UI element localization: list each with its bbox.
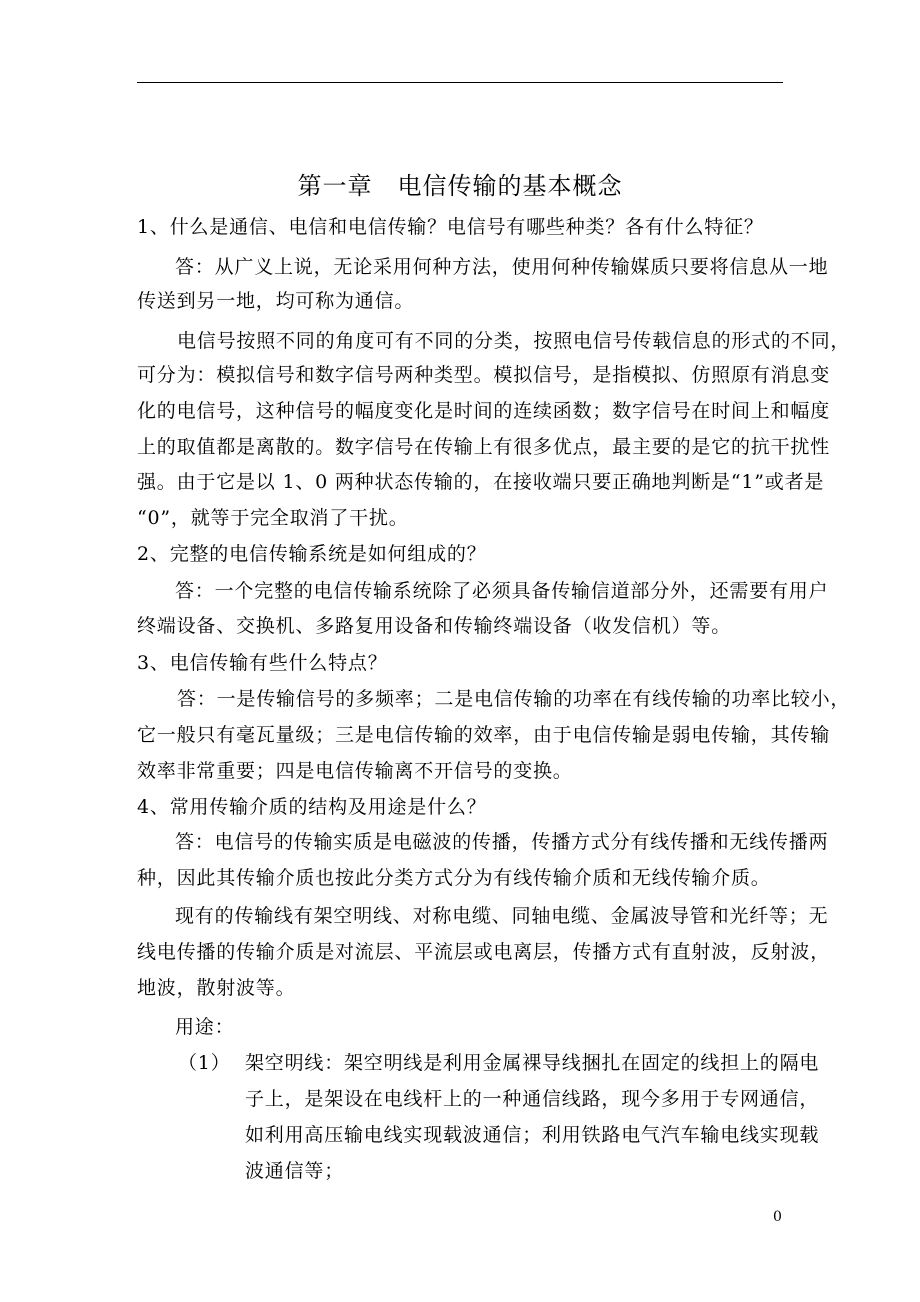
header-rule (137, 82, 783, 83)
list-item-text: 波通信等； (245, 1160, 345, 1182)
question-3: 3、电信传输有些什么特点？ (137, 652, 388, 674)
list-item-number: （1） (178, 1052, 231, 1074)
answer-line: 电信号按照不同的角度可有不同的分类，按照电信号传载信息的形式的不同， (177, 330, 851, 352)
chapter-title: 第一章 电信传输的基本概念 (297, 172, 623, 200)
list-item-text: 架空明线：架空明线是利用金属裸导线捆扎在固定的线担上的隔电 (245, 1052, 820, 1074)
answer-line: 强。由于它是以 1、0 两种状态传输的，在接收端只要正确地判断是“1”或者是 (137, 471, 825, 493)
answer-line: 线电传播的传输介质是对流层、平流层或电离层，传播方式有直射波，反射波， (137, 941, 831, 963)
answer-line: 答：电信号的传输实质是电磁波的传播，传播方式分有线传播和无线传播两 (175, 831, 829, 853)
answer-line: 终端设备、交换机、多路复用设备和传输终端设备（收发信机）等。 (137, 615, 732, 637)
answer-line: “0”，就等于完全取消了干扰。 (137, 507, 409, 529)
question-4: 4、常用传输介质的结构及用途是什么？ (137, 796, 487, 818)
answer-line: 现有的传输线有架空明线、对称电缆、同轴电缆、金属波导管和光纤等；无 (175, 905, 829, 927)
answer-line: 效率非常重要；四是电信传输离不开信号的变换。 (137, 760, 573, 782)
answer-line: 化的电信号，这种信号的幅度变化是时间的连续函数；数字信号在时间上和幅度 (137, 400, 831, 422)
answer-line: 答：一是传输信号的多频率；二是电信传输的功率在有线传输的功率比较小， (177, 688, 851, 710)
answer-line: 答：从广义上说，无论采用何种方法，使用何种传输媒质只要将信息从一地 (175, 256, 829, 278)
list-item-text: 子上，是架设在电线杆上的一种通信线路，现今多用于专网通信， (245, 1088, 820, 1110)
list-item-text: 如利用高压输电线实现载波通信；利用铁路电气汽车输电线实现载 (245, 1124, 820, 1146)
question-2: 2、完整的电信传输系统是如何组成的？ (137, 543, 487, 565)
answer-line: 可分为：模拟信号和数字信号两种类型。模拟信号，是指模拟、仿照原有消息变 (137, 364, 831, 386)
question-1: 1、什么是通信、电信和电信传输？电信号有哪些种类？各有什么特征？ (137, 216, 764, 238)
answer-line: 种，因此其传输介质也按此分类方式分为有线传输介质和无线传输介质。 (137, 867, 771, 889)
usage-heading: 用途： (175, 1016, 235, 1038)
answer-line: 答：一个完整的电信传输系统除了必须具备传输信道部分外，还需要有用户 (175, 580, 829, 602)
page-number: 0 (773, 1209, 782, 1225)
answer-line: 传送到另一地，均可称为通信。 (137, 290, 415, 312)
answer-line: 它一般只有毫瓦量级；三是电信传输的效率，由于电信传输是弱电传输，其传输 (137, 724, 831, 746)
answer-line: 上的取值都是离散的。数字信号在传输上有很多优点，最主要的是它的抗干扰性 (137, 436, 831, 458)
answer-line: 地波，散射波等。 (137, 977, 296, 999)
